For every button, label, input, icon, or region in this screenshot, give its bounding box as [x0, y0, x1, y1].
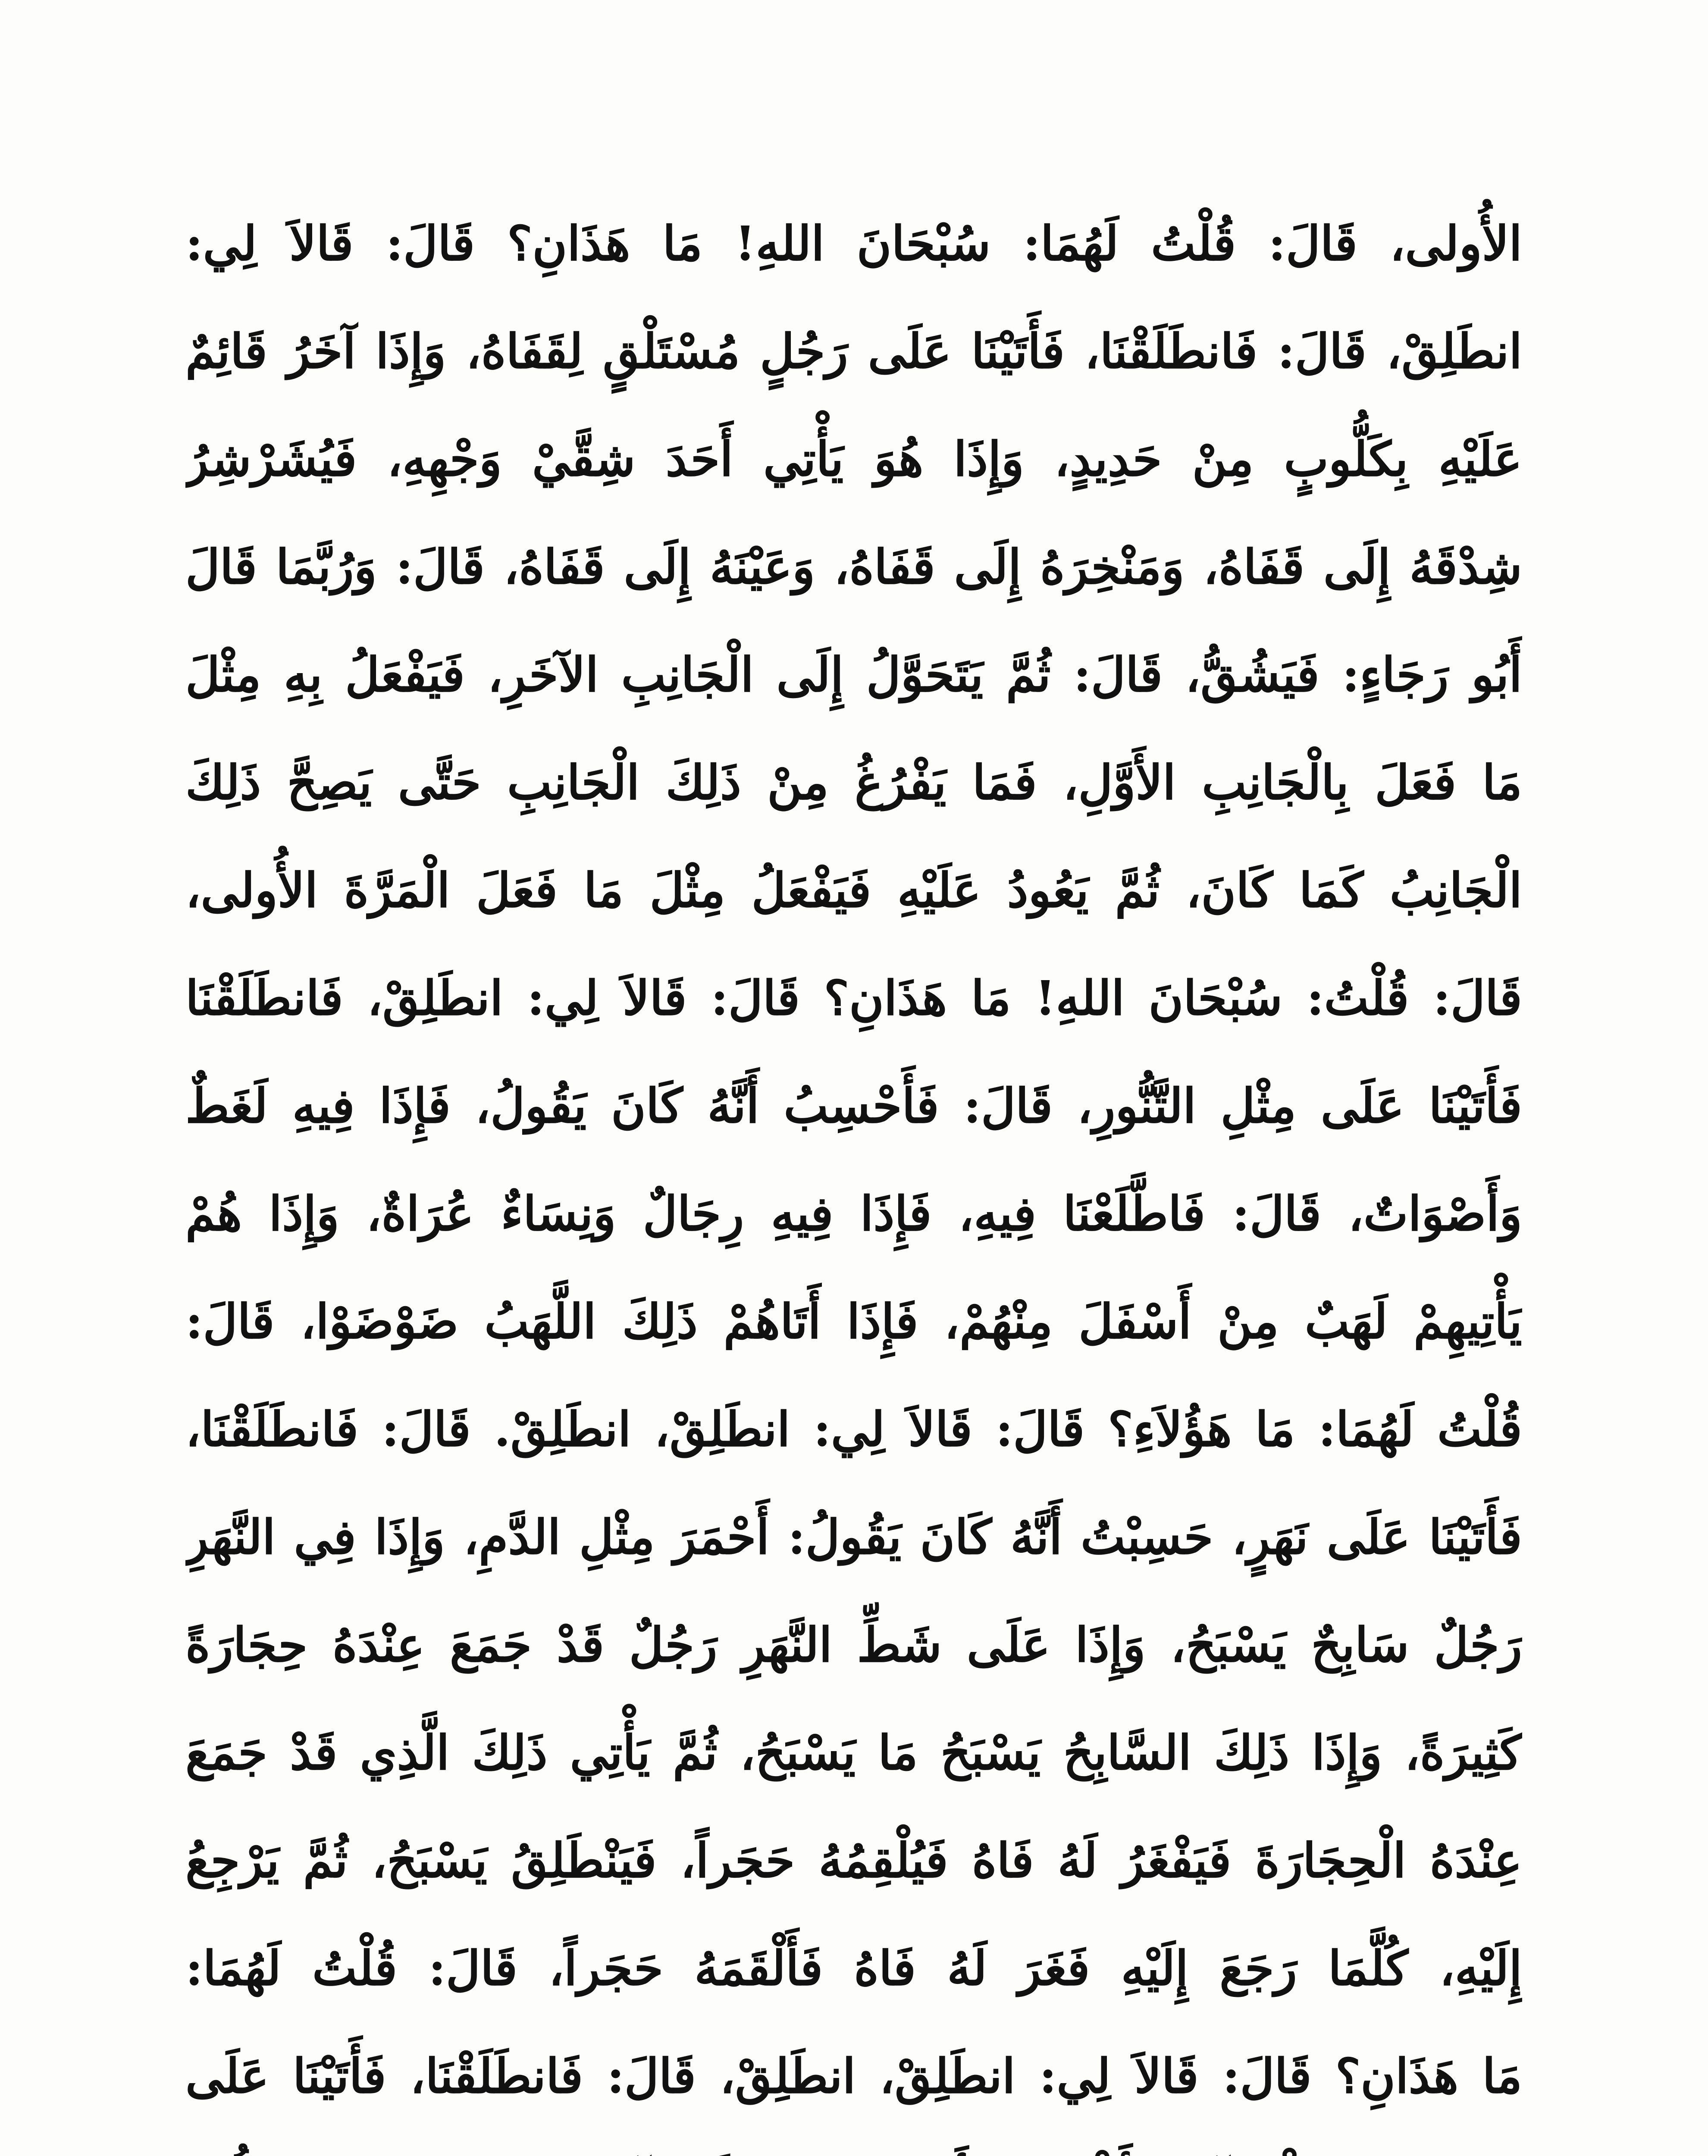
- text-line: الأُولى، قَالَ: قُلْتُ لَهُمَا: سُبْحَانَ اللهِ! مَا هَذَانِ؟ قَالَ: قَالاَ لِي:: [185, 216, 1522, 271]
- text-line: يَأْتِيهِمْ لَهَبٌ مِنْ أَسْفَلَ مِنْهُمْ، فَإِذَا أَتَاهُمْ ذَلِكَ اللَّهَبُ ضَوْضَوْا، قَالَ:: [185, 1294, 1522, 1349]
- text-line: قُلْتُ لَهُمَا: مَا هَؤُلاَءِ؟ قَالَ: قَالاَ لِي: انطَلِقْ، انطَلِقْ. قَالَ: فَانطَلَقْنَا،: [185, 1401, 1522, 1457]
- body-text: [185, 190, 1522, 2156]
- text-line: عِنْدَهُ الْحِجَارَةَ فَيَفْغَرُ لَهُ فَاهُ فَيُلْقِمُهُ حَجَراً، فَيَنْطَلِقُ يَسْبَحُ، ثُمَّ يَرْجِعُ: [185, 1833, 1522, 1888]
- text-line: فَأَتَيْنَا عَلَى نَهَرٍ، حَسِبْتُ أَنَّهُ كَانَ يَقُولُ: أَحْمَرَ مِثْلِ الدَّمِ، وَإِذَا فِي النَّهَرِ: [185, 1509, 1522, 1565]
- text-line: أَبُو رَجَاءٍ: فَيَشُقُّ، قَالَ: ثُمَّ يَتَحَوَّلُ إِلَى الْجَانِبِ الآخَرِ، فَيَفْعَلُ بِهِ مِثْلَ: [185, 647, 1522, 702]
- text-line: الْجَانِبُ كَمَا كَانَ، ثُمَّ يَعُودُ عَلَيْهِ فَيَفْعَلُ مِثْلَ مَا فَعَلَ الْمَرَّةَ الأُولى،: [185, 862, 1522, 918]
- text-line: انطَلِقْ، قَالَ: فَانطَلَقْنَا، فَأَتَيْنَا عَلَى رَجُلٍ مُسْتَلْقٍ لِقَفَاهُ، وَإِذَا آخَرُ قَائِمٌ: [185, 323, 1522, 379]
- text-line: شِدْقَهُ إِلَى قَفَاهُ، وَمَنْخِرَهُ إِلَى قَفَاهُ، وَعَيْنَهُ إِلَى قَفَاهُ، قَالَ: وَرُبَّمَا قَالَ: [185, 539, 1522, 595]
- text-line: وَأَصْوَاتٌ، قَالَ: فَاطَّلَعْنَا فِيهِ، فَإِذَا فِيهِ رِجَالٌ وَنِسَاءٌ عُرَاةٌ، وَإِذَا هُمْ: [185, 1186, 1522, 1241]
- text-line: قَالَ: قُلْتُ: سُبْحَانَ اللهِ! مَا هَذَانِ؟ قَالَ: قَالاَ لِي: انطَلِقْ، فَانطَلَقْنَا: [185, 970, 1522, 1026]
- text-line: إِلَيْهِ، كُلَّمَا رَجَعَ إِلَيْهِ فَغَرَ لَهُ فَاهُ فَأَلْقَمَهُ حَجَراً، قَالَ: قُلْتُ لَهُمَا:: [185, 1940, 1522, 1996]
- text-line: كَثِيرَةً، وَإِذَا ذَلِكَ السَّابِحُ يَسْبَحُ مَا يَسْبَحُ، ثُمَّ يَأْتِي ذَلِكَ الَّذِي قَدْ جَمَعَ: [185, 1725, 1522, 1780]
- text-line: [185, 2130, 1522, 2156]
- text-line: عَلَيْهِ بِكَلُّوبٍ مِنْ حَدِيدٍ، وَإِذَا هُوَ يَأْتِي أَحَدَ شِقَّيْ وَجْهِهِ، فَيُشَرْشِرُ: [185, 431, 1522, 487]
- text-line: مَا هَذَانِ؟ قَالَ: قَالاَ لِي: انطَلِقْ، انطَلِقْ، قَالَ: فَانطَلَقْنَا، فَأَتَيْنَا عَلَى: [185, 2048, 1522, 2104]
- text-line: رَجُلٌ سَابِحٌ يَسْبَحُ، وَإِذَا عَلَى شَطِّ النَّهَرِ رَجُلٌ قَدْ جَمَعَ عِنْدَهُ حِجَارَةً: [185, 1617, 1522, 1673]
- text-line: مَا فَعَلَ بِالْجَانِبِ الأَوَّلِ، فَمَا يَفْرُغُ مِنْ ذَلِكَ الْجَانِبِ حَتَّى يَصِحَّ ذَلِكَ: [185, 755, 1522, 810]
- text-line: فَأَتَيْنَا عَلَى مِثْلِ التَّنُّورِ، قَالَ: فَأَحْسِبُ أَنَّهُ كَانَ يَقُولُ، فَإِذَا فِيهِ لَغَطٌ: [185, 1078, 1522, 1134]
